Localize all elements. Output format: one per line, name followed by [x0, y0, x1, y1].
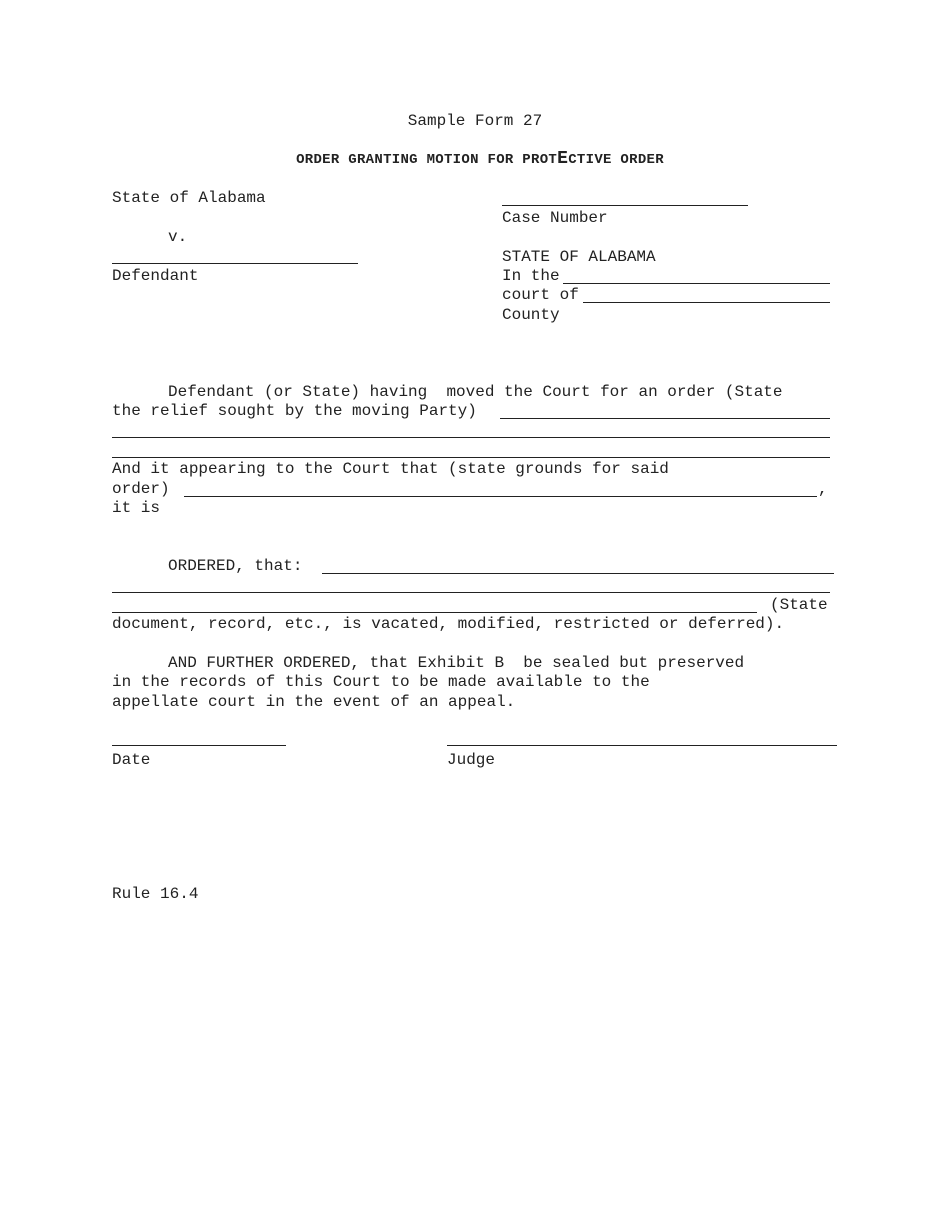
paragraph-grounds-line2: order): [112, 480, 170, 498]
grounds-comma: ,: [818, 480, 828, 498]
relief-sought-line-2[interactable]: [112, 437, 830, 438]
rule-reference: Rule 16.4: [112, 885, 199, 903]
paragraph-motion-line2: the relief sought by the moving Party): [112, 402, 477, 420]
form-title-part1: ORDER GRANTING MOTION FOR PROT: [296, 152, 558, 168]
caption-in-the: In the: [502, 267, 560, 285]
ordered-line-3[interactable]: [112, 612, 757, 613]
further-ordered-line1: AND FURTHER ORDERED, that Exhibit B be sealed but preserved: [168, 654, 745, 672]
case-number-label: Case Number: [502, 209, 608, 227]
relief-sought-line-3[interactable]: [112, 457, 830, 458]
caption-state: State of Alabama: [112, 189, 266, 207]
judge-label: Judge: [447, 751, 496, 769]
form-title: [0, 150, 950, 170]
date-label: Date: [112, 751, 151, 769]
paragraph-grounds-line3: it is: [112, 499, 161, 517]
date-signature-line[interactable]: [112, 745, 286, 746]
ordered-line-1[interactable]: [322, 573, 834, 574]
court-type-line[interactable]: [563, 283, 830, 284]
further-ordered-line3: appellate court in the event of an appeal.: [112, 693, 516, 711]
form-title-part2: CTIVE ORDER: [568, 152, 664, 168]
caption-defendant-label: Defendant: [112, 267, 199, 285]
ordered-line-4: document, record, etc., is vacated, modified, restricted or deferred).: [112, 615, 785, 633]
sample-form-label: Sample Form 27: [407, 112, 543, 130]
court-of-line[interactable]: [583, 302, 830, 303]
paragraph-motion-line1: Defendant (or State) having moved the Court for an order (State: [168, 383, 783, 401]
caption-versus: v.: [168, 228, 188, 246]
further-ordered-line2: in the records of this Court to be made available to the: [112, 673, 650, 691]
caption-court-of: court of: [502, 286, 579, 304]
defendant-name-line[interactable]: [112, 263, 358, 264]
ordered-state-note: (State: [770, 596, 828, 614]
caption-county: County: [502, 306, 560, 324]
ordered-label: ORDERED, that:: [168, 557, 303, 575]
case-number-line[interactable]: [502, 205, 748, 206]
ordered-line-2[interactable]: [112, 592, 830, 593]
form-title-large-letter: E: [557, 149, 569, 169]
relief-sought-line-1[interactable]: [500, 418, 830, 419]
caption-state-caps: STATE OF ALABAMA: [502, 248, 656, 266]
judge-signature-line[interactable]: [447, 745, 837, 746]
grounds-line[interactable]: [184, 496, 817, 497]
paragraph-grounds-line1: And it appearing to the Court that (state grounds for said: [112, 460, 669, 478]
